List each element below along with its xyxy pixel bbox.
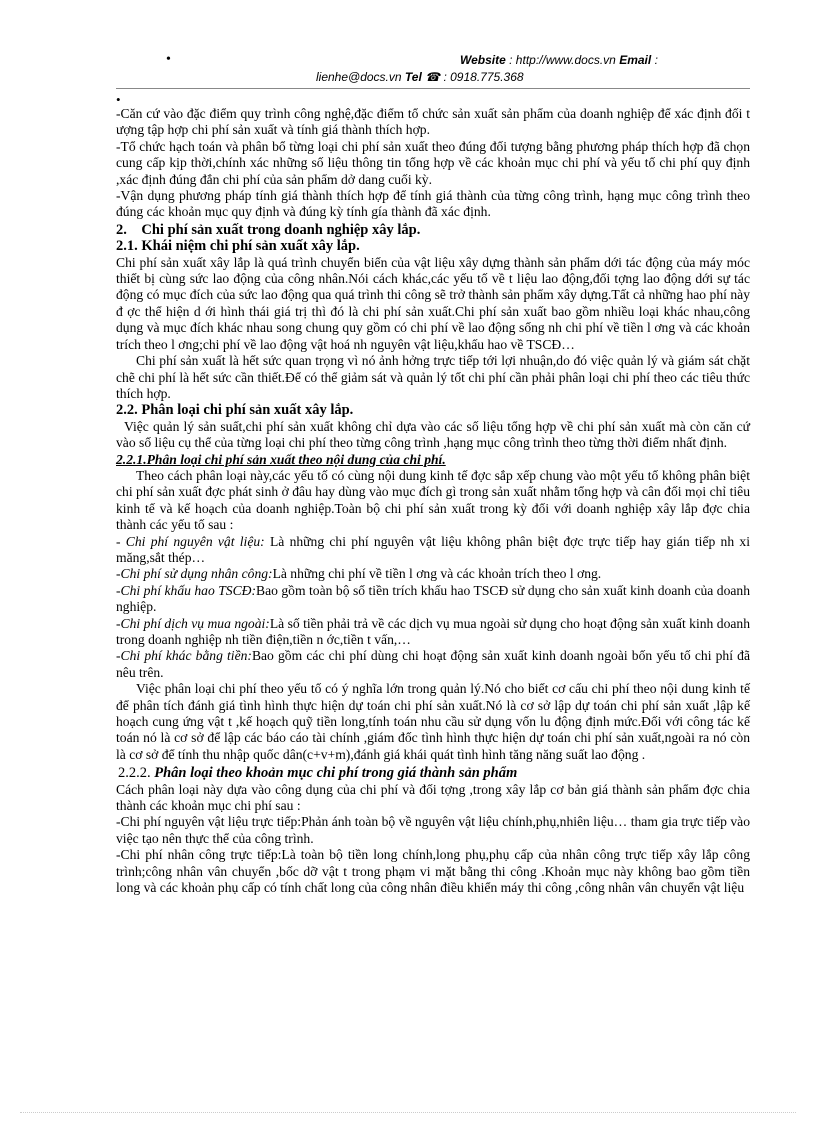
paragraph: -Chi phí nguyên vật liệu trực tiếp:Phản ánh toàn bộ về nguyên vật liệu chính,phụ,nhiên liệu… tham gia trực tiếp vào việc tạo nên thực thể của công trình.: [116, 814, 750, 846]
header-rule: [116, 88, 750, 89]
tel-label: Tel: [404, 70, 422, 84]
item-text: Là những chi phí nguyên vật liệu không phân biệt đợc trực tiếp hay gián tiếp nh xi măng,sắt thép…: [116, 533, 750, 565]
section-title: Chi phí sản xuất trong doanh nghiệp xây lắp.: [141, 221, 421, 238]
website-url: : http://www.docs.vn: [509, 53, 616, 67]
paragraph: -Tổ chức hạch toán và phân bổ từng loại chi phí sản xuất theo đúng đối tượng bằng phương pháp thích hợp đã chọn cung cấp kịp thời,chính xác những số liệu thông tin tổng hợp về các khoản mục chi phí và yếu tố chi phí quy định ,xác định đúng đắn chi phí của sản phẩm dở dang cuối kỳ.: [116, 138, 750, 187]
item-label: -Chi phí dịch vụ mua ngoài:: [116, 615, 270, 631]
header-bullet: •: [166, 52, 171, 67]
item-text: Bao gồm toàn bộ số tiền trích khấu hao TSCĐ sử dụng cho sản xuất kinh doanh của doanh nghiệp.: [116, 582, 750, 615]
document-body: [116, 93, 750, 897]
header-website-line: [460, 53, 658, 67]
list-item: [116, 583, 750, 616]
section-number: 2.2.2.: [118, 765, 151, 782]
section-title: Phân loại theo khoản mục chi phí trong giá thành sản phẩm: [154, 765, 518, 782]
paragraph: -Căn cứ vào đặc điểm quy trình công nghệ,đặc điểm tổ chức sản xuất sản phẩm của doanh nghiệp để xác định đối t ượng tập hợp chi phí sản xuất và tính giá thành thích hợp.: [116, 106, 750, 138]
paragraph: -Vận dụng phương pháp tính giá thành thích hợp để tính giá thành của từng công trình, hạng mục công trình theo đúng các khoản mục quy định và đúng kỳ tính gía thành đã xác định.: [116, 188, 750, 220]
item-text: Là những chi phí về tiền l ơng và các khoản trích theo l ơng.: [272, 566, 602, 582]
list-item: [116, 566, 750, 582]
email-label: Email: [619, 53, 652, 67]
item-label: -Chi phí khác bằng tiền:: [116, 648, 252, 664]
email-colon: :: [654, 53, 658, 67]
item-text: Bao gồm các chi phí dùng chi hoạt động sản xuất kinh doanh ngoài bốn yếu tố chi phí đã nêu trên.: [116, 648, 750, 680]
email-address: lienhe@docs.vn: [316, 70, 402, 84]
paragraph: Chi phí sản xuất xây lắp là quá trình chuyển biến của vật liệu xây dựng thành sản phẩm dới tác động của máy móc thiết bị cùng sức lao động của công nhân.Nói cách khác,các yếu tố về t liệu lao động,đối tợng lao động dới sự tác động có mục đích của sức lao động qua quá trình thi công sẽ trở thành sản phẩm xây dựng.Tất cả những hao phí này đ ợc thể hiện d ới hình thái giá trị thì đó là chi phí sản xuất.Chi phí sản xuất bao gồm nhiều loại khác nhau,công dụng và mục đích khác nhau song chung quy gồm có chi phí về lao động sống nh chi phí về tiền l ơng và các khoản trích theo l ơng;chi phí về lao động vật hoá nh nguyên vật liệu,khấu hao về TSCĐ…: [116, 254, 750, 352]
section-heading-2-2-1: 2.2.1.Phân loại chi phí sản xuất theo nội dung của chi phí.: [116, 451, 446, 467]
section-number: 2.: [116, 221, 127, 238]
section-heading-2-2-2: [116, 765, 750, 781]
tel-number: : 0918.775.368: [443, 70, 524, 84]
list-item: [116, 616, 750, 649]
header-contact-line: [316, 70, 524, 84]
paragraph: Việc phân loại chi phí theo yếu tố có ý nghĩa lớn trong quản lý.Nó cho biết cơ cấu chi phí theo nội dung kinh tế để phân tích đánh giá tình hình thực hiện dự toán chi phí sản xuất.Nó là cơ sở lập dự toán chi phí sản xuất ,lập kế hoạch cung ứng vật t ,kế hoạch quỹ tiền long,tính toán nhu cầu sử dụng vốn lu động định mức.Đối với công tác kế toán nó là cơ sở để lập các báo cáo tài chính ,giám đốc tình hình thực hiện dự toán chi phí sản xuất,ngoài ra nó còn là cơ sở để tính thu nhập quốc dân(c+v+m),đánh giá khái quát tình hình tăng năng suất lao động .: [116, 681, 750, 762]
section-heading-2-2: 2.2. Phân loại chi phí sản xuất xây lắp.: [116, 402, 354, 419]
item-label: -Chi phí sử dụng nhân công:: [116, 566, 273, 582]
paragraph: Chi phí sản xuất là hết sức quan trọng vì nó ảnh hởng trực tiếp tới lợi nhuận,do đó việc quản lý và giám sát chặt chẽ chi phí là hết sức cần thiết.Để có thể giảm sát và quản lý tốt chi phí cần phải phân loại chi phí theo các tiêu thức thích hợp.: [116, 353, 750, 401]
paragraph: Theo cách phân loại này,các yếu tố có cùng nội dung kinh tế đợc sắp xếp chung vào một yếu tố không phân biệt chi phí sản xuất đợc phát sinh ở đâu hay dùng vào mục đích gì trong sản xuất nhằm tổng hợp và cân đối mọi chỉ tiêu kinh tế và kế hoạch của doanh nghiệp.Toàn bộ chi phí sản xuất trong kỳ đối với doanh nghiệp xây lắp đợc chia thành các yếu tố sau :: [116, 467, 750, 533]
item-text: Là số tiền phải trả về các dịch vụ mua ngoài sử dụng cho hoạt động sản xuất kinh doanh trong doanh nghiệp nh tiền điện,tiền n ớc,tiền t vấn,…: [116, 615, 750, 647]
phone-icon: ☎: [425, 70, 441, 84]
section-heading-2-1: 2.1. Khái niệm chi phí sản xuất xây lắp.: [116, 238, 360, 255]
body-bullet: •: [116, 92, 121, 107]
paragraph: Việc quản lý sản suất,chi phí sản xuất không chỉ dựa vào các số liệu tổng hợp về chi phí sản xuất mà còn căn cứ vào số liệu cụ thể của từng loại chi phí theo từng công trình ,hạng mục công trình theo từng thời điểm nhất định.: [116, 418, 750, 451]
list-item: [116, 534, 750, 567]
website-label: Website: [460, 53, 506, 67]
item-label: - Chi phí nguyên vật liệu:: [116, 533, 265, 549]
section-heading-2: [116, 222, 750, 238]
footer-dotted-rule: [20, 1112, 796, 1113]
paragraph: Cách phân loại này dựa vào công dụng của chi phí và đối tợng ,trong xây lắp cơ bản giá thành sản phẩm đợc chia thành các khoản mục chi phí sau :: [116, 781, 750, 814]
list-item: [116, 648, 750, 681]
item-label: -Chi phí khấu hao TSCĐ:: [116, 582, 257, 598]
paragraph: -Chi phí nhân công trực tiếp:Là toàn bộ tiền long chính,long phụ,phụ cấp của nhân công trực tiếp xây lắp công trình;công nhân vân chuyển ,bốc dỡ vật t trong phạm vi mặt bằng thi công .Khoản mục này không bao gồm tiền long và các khoản phụ cấp có tính chất long của công nhân điều khiển máy thi công ,công nhân vân chuyển vật liệu: [116, 847, 750, 896]
